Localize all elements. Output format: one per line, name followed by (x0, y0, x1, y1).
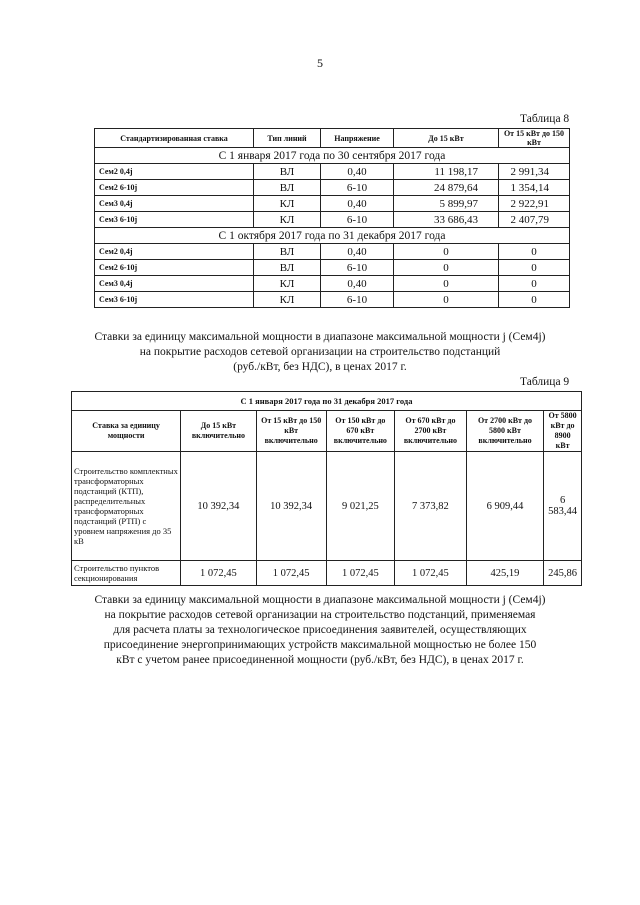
table-row (95, 260, 570, 276)
column-header: От 5800 кВт до 8900 кВт (544, 411, 582, 452)
column-header: От 2700 кВт до 5800 кВт включительно (466, 411, 543, 452)
table-row (95, 244, 570, 260)
table-8 (94, 128, 570, 308)
table-row (72, 561, 582, 586)
value-up-to-15: 11 198,17 (394, 164, 499, 180)
line-type: ВЛ (254, 244, 321, 260)
column-header: Тип линий (254, 129, 321, 148)
voltage: 0,40 (321, 164, 394, 180)
table-header-row (72, 411, 582, 452)
table-row (95, 292, 570, 308)
table-row (95, 164, 570, 180)
heading-line: на покрытие расходов сетевой организации на строительство подстанций, применяемая (104, 609, 536, 621)
table-cell: 10 392,34 (256, 452, 326, 561)
column-header: До 15 кВт включительно (181, 411, 256, 452)
column-header: От 670 кВт до 2700 кВт включительно (394, 411, 466, 452)
table-cell: 9 021,25 (326, 452, 394, 561)
rate-name: Строительство пунктов секционирования (72, 561, 181, 586)
period-label: С 1 января 2017 года по 30 сентября 2017 года (95, 148, 570, 164)
value-up-to-15: 5 899,97 (394, 196, 499, 212)
line-type: КЛ (254, 212, 321, 228)
rate-name: Сем2 0,4j (95, 164, 254, 180)
value-up-to-15: 33 686,43 (394, 212, 499, 228)
table-row (95, 212, 570, 228)
column-header: До 15 кВт (394, 129, 499, 148)
table-cell: 425,19 (466, 561, 543, 586)
value-15-150: 2 407,79 (499, 212, 570, 228)
voltage: 0,40 (321, 276, 394, 292)
period-row (72, 392, 582, 411)
heading-line: Ставки за единицу максимальной мощности в диапазоне максимальной мощности j (Сем4j) (94, 594, 546, 606)
line-type: КЛ (254, 276, 321, 292)
heading-line: (руб./кВт, без НДС), в ценах 2017 г. (233, 361, 407, 373)
table-9 (71, 391, 582, 586)
heading-line: присоединение энергопринимающих устройств максимальной мощностью не более 150 (103, 639, 537, 651)
voltage: 6-10 (321, 292, 394, 308)
value-up-to-15: 0 (394, 276, 499, 292)
value-up-to-15: 0 (394, 292, 499, 308)
table9-caption: Таблица 9 (520, 376, 570, 388)
table-cell: 1 072,45 (394, 561, 466, 586)
rate-name: Сем3 0,4j (95, 276, 254, 292)
column-header: От 15 кВт до 150 кВт (499, 129, 570, 148)
value-15-150: 0 (499, 244, 570, 260)
line-type: КЛ (254, 292, 321, 308)
heading-line: кВт с учетом ранее присоединенной мощности (руб./кВт, без НДС), в ценах 2017 г. (116, 654, 524, 666)
rate-name: Сем3 0,4j (95, 196, 254, 212)
table-cell: 245,86 (544, 561, 582, 586)
value-up-to-15: 0 (394, 260, 499, 276)
period-label: С 1 января 2017 года по 31 декабря 2017 года (72, 392, 582, 411)
table-cell: 7 373,82 (394, 452, 466, 561)
table-cell: 1 072,45 (256, 561, 326, 586)
heading-line: Ставки за единицу максимальной мощности в диапазоне максимальной мощности j (Сем4j) (94, 331, 546, 343)
value-15-150: 0 (499, 292, 570, 308)
value-15-150: 1 354,14 (499, 180, 570, 196)
line-type: ВЛ (254, 260, 321, 276)
column-header: Ставка за единицу мощности (72, 411, 181, 452)
column-header: От 150 кВт до 670 кВт включительно (326, 411, 394, 452)
period-label: С 1 октября 2017 года по 31 декабря 2017 года (95, 228, 570, 244)
closing-heading (60, 593, 580, 668)
voltage: 6-10 (321, 180, 394, 196)
rate-name: Сем2 6-10j (95, 260, 254, 276)
heading-line: для расчета платы за технологическое присоединения заявителей, осуществляющих (113, 624, 527, 636)
table-row (95, 196, 570, 212)
voltage: 0,40 (321, 196, 394, 212)
table9-heading (60, 330, 580, 375)
value-up-to-15: 0 (394, 244, 499, 260)
voltage: 0,40 (321, 244, 394, 260)
table-row (72, 452, 582, 561)
rate-name: Сем3 6-10j (95, 212, 254, 228)
voltage: 6-10 (321, 260, 394, 276)
column-header: Стандартизированная ставка (95, 129, 254, 148)
rate-name: Сем3 6-10j (95, 292, 254, 308)
table8-caption: Таблица 8 (520, 113, 570, 125)
column-header: Напряжение (321, 129, 394, 148)
period-row (95, 228, 570, 244)
table-header-row (95, 129, 570, 148)
table-cell: 6 909,44 (466, 452, 543, 561)
line-type: КЛ (254, 196, 321, 212)
value-15-150: 2 922,91 (499, 196, 570, 212)
value-15-150: 2 991,34 (499, 164, 570, 180)
value-15-150: 0 (499, 260, 570, 276)
rate-name: Сем2 6-10j (95, 180, 254, 196)
table-row (95, 180, 570, 196)
voltage: 6-10 (321, 212, 394, 228)
table-cell: 10 392,34 (181, 452, 256, 561)
heading-line: на покрытие расходов сетевой организации на строительство подстанций (139, 346, 501, 358)
rate-name: Сем2 0,4j (95, 244, 254, 260)
line-type: ВЛ (254, 180, 321, 196)
value-15-150: 0 (499, 276, 570, 292)
line-type: ВЛ (254, 164, 321, 180)
column-header: От 15 кВт до 150 кВт включительно (256, 411, 326, 452)
rate-name: Строительство комплектных трансформаторных подстанций (КТП), распределительных трансформаторных подстанций (РТП) с уровнем напряжения до 35 кВ (72, 452, 181, 561)
value-up-to-15: 24 879,64 (394, 180, 499, 196)
table-cell: 6 583,44 (544, 452, 582, 561)
page-number: 5 (317, 56, 323, 70)
table-cell: 1 072,45 (326, 561, 394, 586)
period-row (95, 148, 570, 164)
table-row (95, 276, 570, 292)
table-cell: 1 072,45 (181, 561, 256, 586)
